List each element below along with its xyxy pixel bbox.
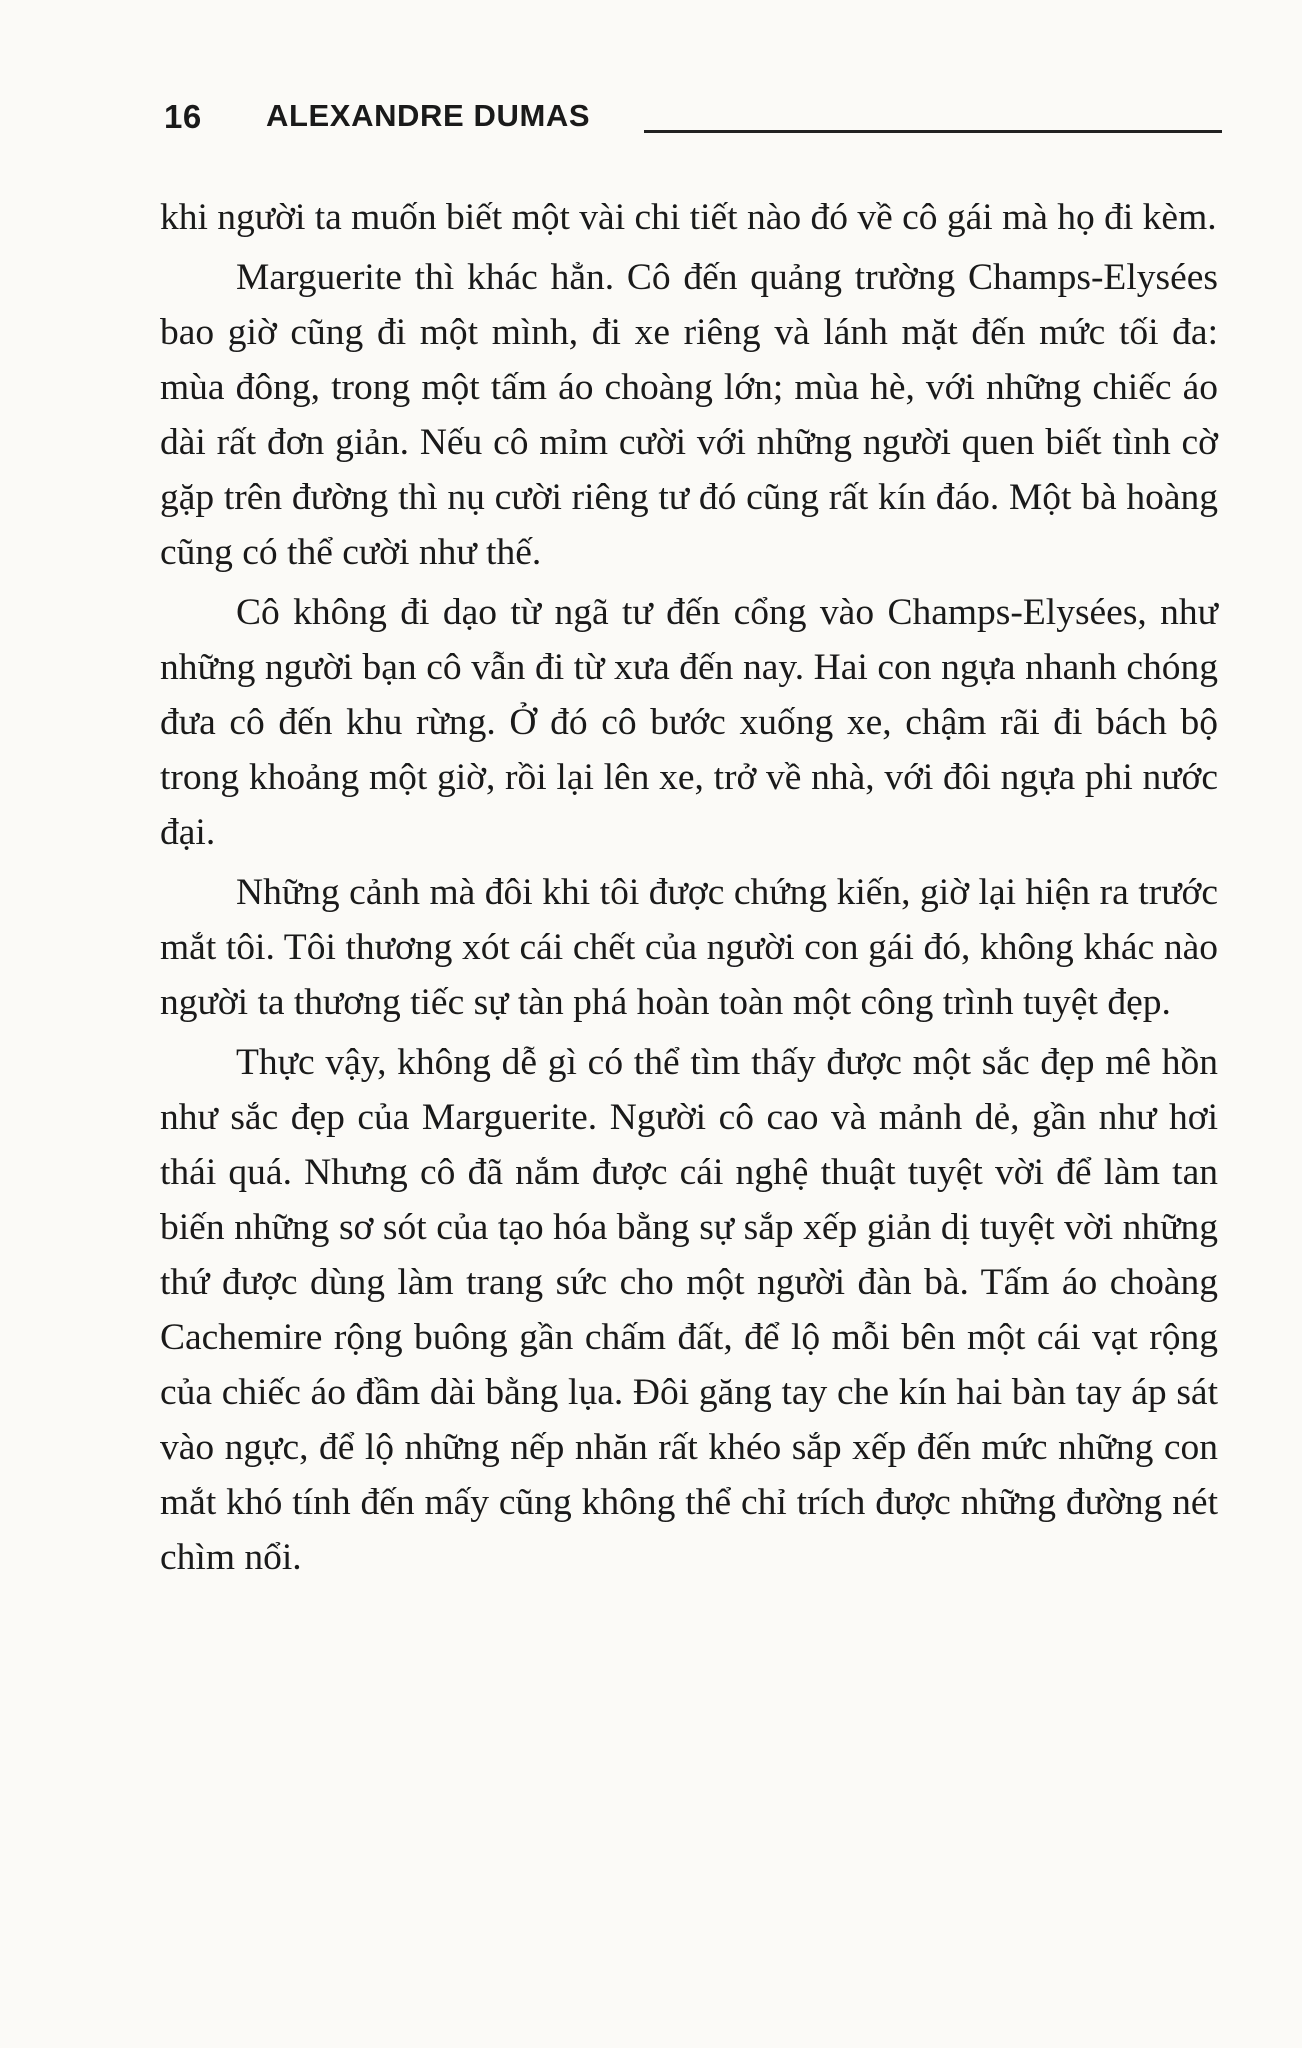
paragraph: Cô không đi dạo từ ngã tư đến cổng vào Champs-Elysées, như những người bạn cô vẫn đi từ xưa đến nay. Hai con ngựa nhanh chóng đưa cô đến khu rừng. Ở đó cô bước xuống xe, chậm rãi đi bách bộ trong khoảng một giờ, rồi lại lên xe, trở về nhà, với đôi ngựa phi nước đại. xyxy=(160,592,1218,853)
running-header xyxy=(164,98,1222,146)
paragraph: Thực vậy, không dễ gì có thể tìm thấy được một sắc đẹp mê hồn như sắc đẹp của Marguerite. Người cô cao và mảnh dẻ, gần như hơi thái quá. Nhưng cô đã nắm được cái nghệ thuật tuyệt vời để làm tan biến những sơ sót của tạo hóa bằng sự sắp xếp giản dị tuyệt vời những thứ được dùng làm trang sức cho một người đàn bà. Tấm áo choàng Cachemire rộng buông gần chấm đất, để lộ mỗi bên một cái vạt rộng của chiếc áo đầm dài bằng lụa. Đôi găng tay che kín hai bàn tay áp sát vào ngực, để lộ những nếp nhăn rất khéo sắp xếp đến mức những con mắt khó tính đến mấy cũng không thể chỉ trích được những đường nét chìm nổi. xyxy=(160,1042,1218,1578)
paragraph-continued: khi người ta muốn biết một vài chi tiết nào đó về cô gái mà họ đi kèm. xyxy=(160,197,1217,238)
author-name: ALEXANDRE DUMAS xyxy=(266,98,591,133)
paragraph: Những cảnh mà đôi khi tôi được chứng kiến, giờ lại hiện ra trước mắt tôi. Tôi thương xót cái chết của người con gái đó, không khác nào người ta thương tiếc sự tàn phá hoàn toàn một công trình tuyệt đẹp. xyxy=(160,872,1218,1023)
paragraph: Marguerite thì khác hẳn. Cô đến quảng trường Champs-Elysées bao giờ cũng đi một mình, đi xe riêng và lánh mặt đến mức tối đa: mùa đông, trong một tấm áo choàng lớn; mùa hè, với những chiếc áo dài rất đơn giản. Nếu cô mỉm cười với những người quen biết tình cờ gặp trên đường thì nụ cười riêng tư đó cũng rất kín đáo. Một bà hoàng cũng có thể cười như thế. xyxy=(160,257,1218,573)
page-number: 16 xyxy=(164,98,202,135)
body-text xyxy=(160,190,1218,1590)
header-rule xyxy=(644,130,1222,133)
